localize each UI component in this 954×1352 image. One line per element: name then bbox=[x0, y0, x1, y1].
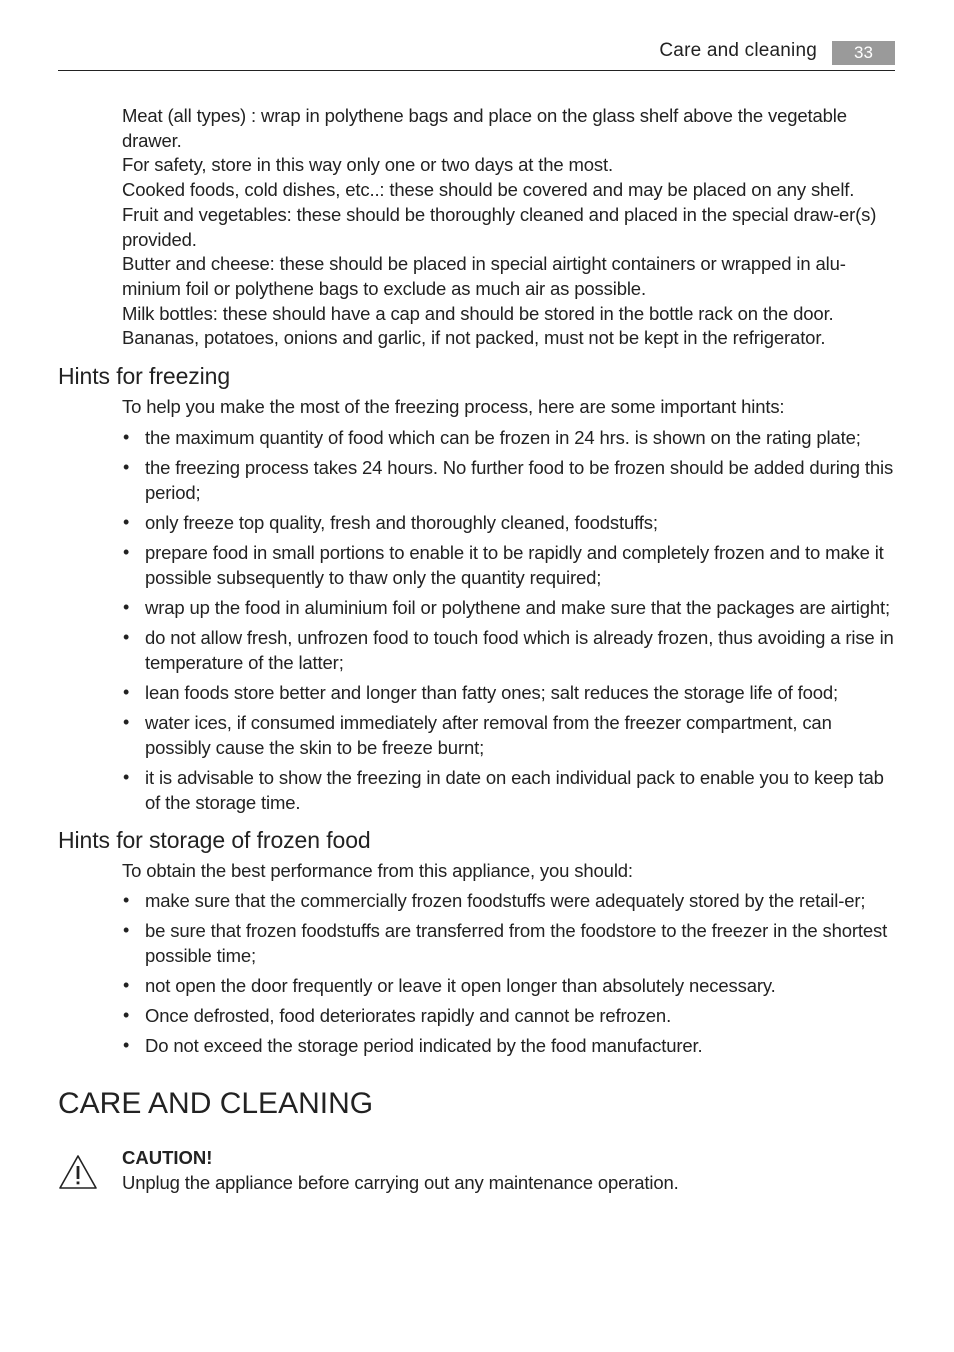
paragraph-cooked-foods: Cooked foods, cold dishes, etc..: these should be covered and may be placed on any shelf. bbox=[122, 179, 855, 201]
list-item: • the freezing process takes 24 hours. No further food to be frozen should be added during this period; bbox=[123, 456, 894, 503]
bullet-icon: • bbox=[123, 711, 130, 732]
page-number-badge: 33 bbox=[832, 41, 895, 65]
list-item: • do not allow fresh, unfrozen food to touch food which is already frozen, thus avoiding a rise in temperature of the latter; bbox=[123, 626, 894, 673]
bullet-icon: • bbox=[123, 681, 130, 702]
list-item: • prepare food in small portions to enable it to be rapidly and completely frozen and to make it possible subsequently to thaw only the quantity required; bbox=[123, 541, 884, 588]
header-section-title: Care and cleaning bbox=[659, 40, 817, 61]
warning-triangle-icon bbox=[58, 1154, 98, 1190]
paragraph-safety: For safety, store in this way only one or two days at the most. bbox=[122, 154, 613, 176]
list-item: • the maximum quantity of food which can be frozen in 24 hrs. is shown on the rating plate; bbox=[123, 426, 861, 448]
list-item: • wrap up the food in aluminium foil or polythene and make sure that the packages are airtight; bbox=[123, 596, 890, 618]
bullet-icon: • bbox=[123, 596, 130, 617]
bullet-icon: • bbox=[123, 1035, 130, 1056]
caution-box bbox=[58, 1146, 895, 1206]
bullet-icon: • bbox=[123, 456, 130, 477]
heading-hints-for-storage: Hints for storage of frozen food bbox=[58, 826, 371, 853]
bullet-icon: • bbox=[123, 426, 130, 447]
storage-hints-list bbox=[122, 888, 895, 1058]
bullet-icon: • bbox=[123, 1005, 130, 1026]
heading-care-and-cleaning: CARE AND CLEANING bbox=[58, 1087, 374, 1121]
heading-hints-for-freezing: Hints for freezing bbox=[58, 363, 231, 390]
list-item: • lean foods store better and longer than fatty ones; salt reduces the storage life of food; bbox=[123, 681, 839, 703]
bullet-icon: • bbox=[123, 920, 130, 941]
bullet-icon: • bbox=[123, 975, 130, 996]
bullet-icon: • bbox=[123, 890, 130, 911]
freezing-hints-list bbox=[122, 425, 895, 815]
storage-intro: To obtain the best performance from this appliance, you should: bbox=[122, 859, 633, 881]
freezing-intro: To help you make the most of the freezing process, here are some important hints: bbox=[122, 396, 785, 418]
list-item: • be sure that frozen foodstuffs are transferred from the foodstore to the freezer in the shortest possible time; bbox=[123, 920, 888, 967]
paragraph-bananas: Bananas, potatoes, onions and garlic, if not packed, must not be kept in the refrigerator. bbox=[122, 327, 826, 349]
list-item: • make sure that the commercially frozen foodstuffs were adequately stored by the retail-er; bbox=[123, 890, 866, 912]
bullet-icon: • bbox=[123, 541, 130, 562]
list-item: • only freeze top quality, fresh and thoroughly cleaned, foodstuffs; bbox=[123, 511, 658, 533]
bullet-icon: • bbox=[123, 766, 130, 787]
paragraph-butter-cheese: Butter and cheese: these should be placed in special airtight containers or wrapped in alu-minium foil or polythene bags to exclude as much air as possible. bbox=[122, 253, 846, 299]
caution-title: CAUTION! bbox=[122, 1147, 213, 1169]
paragraph-meat: Meat (all types) : wrap in polythene bags and place on the glass shelf above the vegetable drawer. bbox=[122, 105, 847, 151]
paragraph-milk-bottles: Milk bottles: these should have a cap and should be stored in the bottle rack on the door. bbox=[122, 302, 834, 324]
caution-text: Unplug the appliance before carrying out any maintenance operation. bbox=[122, 1172, 679, 1194]
list-item: • Once defrosted, food deteriorates rapidly and cannot be refrozen. bbox=[123, 1005, 672, 1027]
list-item: • not open the door frequently or leave it open longer than absolutely necessary. bbox=[123, 975, 776, 997]
page-content bbox=[58, 104, 895, 1206]
paragraph-fruit-vegetables: Fruit and vegetables: these should be thoroughly cleaned and placed in the special draw-er(s) provided. bbox=[122, 203, 877, 250]
list-item: • water ices, if consumed immediately after removal from the freezer compartment, can possibly cause the skin to be freeze burnt; bbox=[123, 711, 832, 758]
bullet-icon: • bbox=[123, 626, 130, 647]
list-item: • Do not exceed the storage period indicated by the food manufacturer. bbox=[123, 1035, 703, 1057]
bullet-icon: • bbox=[123, 511, 130, 532]
storage-paragraphs bbox=[122, 104, 895, 351]
list-item: • it is advisable to show the freezing in date on each individual pack to enable you to keep tab of the storage time. bbox=[123, 766, 884, 813]
page-header bbox=[58, 36, 895, 71]
